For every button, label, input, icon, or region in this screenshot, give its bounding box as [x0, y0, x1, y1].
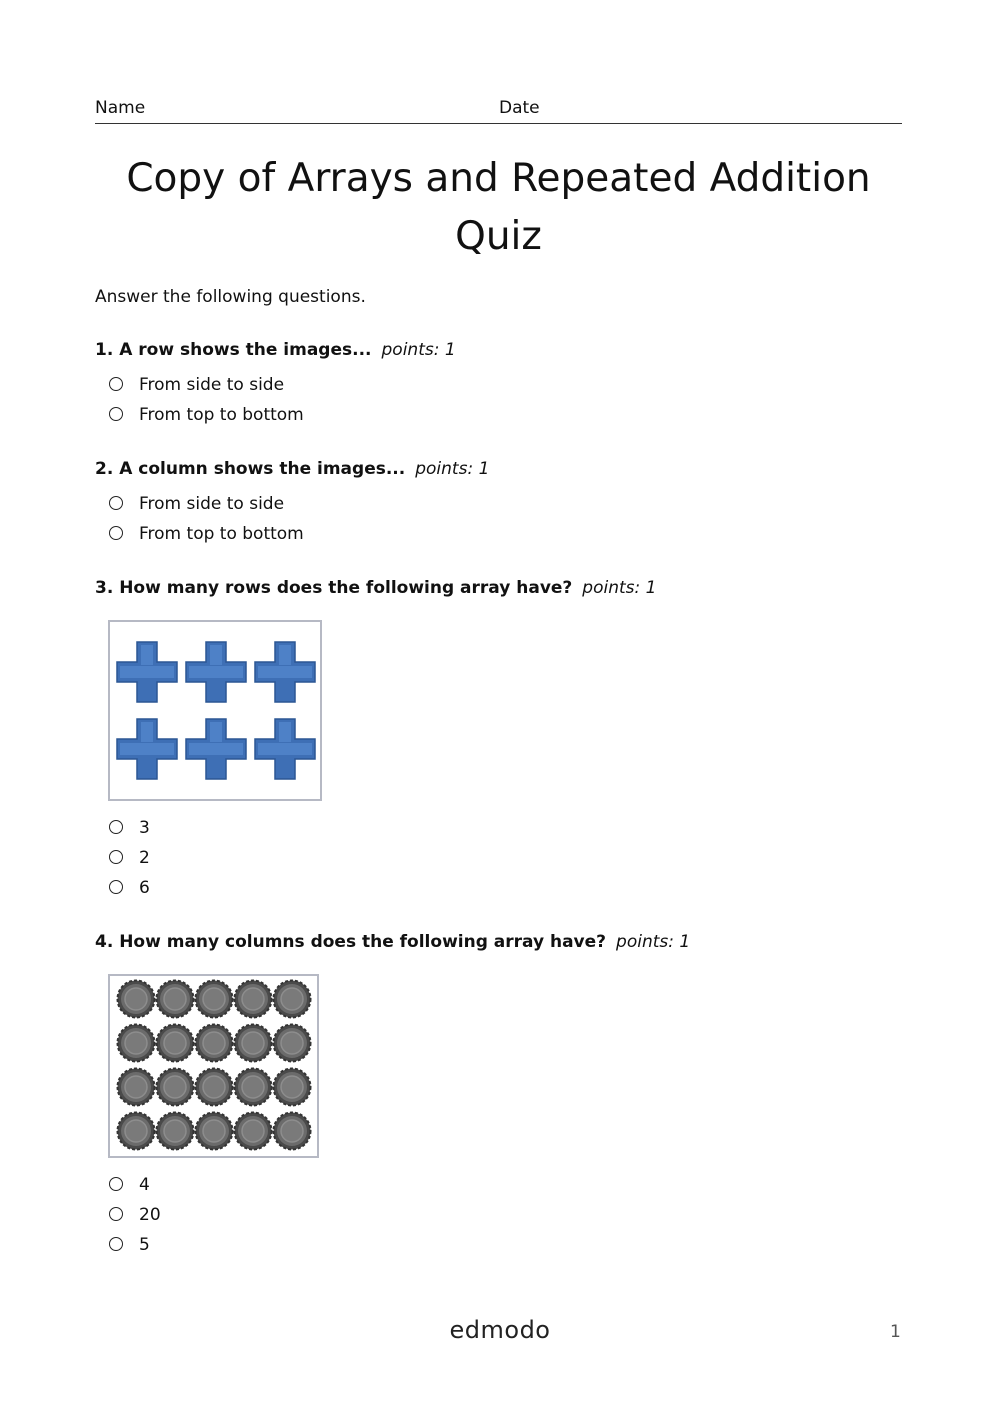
- gear-coin-icon: [157, 1069, 194, 1106]
- gear-coin-icon: [118, 1069, 155, 1106]
- radio-button-icon[interactable]: [109, 407, 123, 421]
- gear-coin-icon: [235, 1113, 272, 1150]
- radio-button-icon[interactable]: [109, 496, 123, 510]
- option-label: From side to side: [139, 494, 285, 514]
- coin-array-graphic: [110, 976, 317, 1156]
- question-3-option-1[interactable]: [95, 813, 902, 843]
- question-3: [95, 576, 902, 903]
- gear-coin-icon: [118, 1113, 155, 1150]
- gear-coin-icon: [196, 1113, 233, 1150]
- plus-icon: [255, 719, 315, 779]
- radio-button-icon[interactable]: [109, 880, 123, 894]
- question-3-title: 3. How many rows does the following array have?: [95, 578, 573, 598]
- page-title: Copy of Arrays and Repeated Addition Quiz: [126, 156, 871, 259]
- gear-coin-icon: [274, 1025, 311, 1062]
- question-2: [95, 457, 902, 549]
- gear-coin-icon: [235, 1025, 272, 1062]
- option-label: 4: [139, 1175, 150, 1195]
- gear-coin-icon: [157, 1025, 194, 1062]
- question-4: [95, 930, 902, 1260]
- gear-coin-icon: [274, 1069, 311, 1106]
- option-label: From top to bottom: [139, 524, 304, 544]
- radio-button-icon[interactable]: [109, 526, 123, 540]
- option-label: 2: [139, 848, 150, 868]
- plus-icon: [117, 719, 177, 779]
- question-1-title: 1. A row shows the images...: [95, 340, 372, 360]
- plus-icon: [255, 642, 315, 702]
- gear-coin-icon: [157, 1113, 194, 1150]
- gear-coin-icon: [196, 981, 233, 1018]
- gear-coin-icon: [118, 1025, 155, 1062]
- gear-coin-icon: [274, 1113, 311, 1150]
- question-4-option-1[interactable]: [95, 1170, 902, 1200]
- instructions: Answer the following questions.: [95, 287, 366, 307]
- option-label: 20: [139, 1205, 161, 1225]
- radio-button-icon[interactable]: [109, 1177, 123, 1191]
- question-1-option-1[interactable]: [95, 370, 902, 400]
- radio-button-icon[interactable]: [109, 1207, 123, 1221]
- page-number: 1: [890, 1322, 901, 1342]
- question-1-points: points: 1: [381, 340, 456, 360]
- question-4-points: points: 1: [616, 932, 691, 952]
- gear-coin-icon: [196, 1069, 233, 1106]
- question-4-title: 4. How many columns does the following array have?: [95, 932, 607, 952]
- radio-button-icon[interactable]: [109, 377, 123, 391]
- question-2-option-2[interactable]: [95, 519, 902, 549]
- gear-coin-icon: [274, 981, 311, 1018]
- gear-coin-icon: [157, 981, 194, 1018]
- option-label: 3: [139, 818, 150, 838]
- name-label: Name: [95, 98, 146, 118]
- option-label: From top to bottom: [139, 405, 304, 425]
- edmodo-logo: edmodo: [449, 1316, 551, 1344]
- option-label: 6: [139, 878, 150, 898]
- gear-coin-icon: [235, 981, 272, 1018]
- question-3-option-3[interactable]: [95, 873, 902, 903]
- coin-array-image: [108, 974, 319, 1158]
- gear-coin-icon: [118, 981, 155, 1018]
- question-3-points: points: 1: [582, 578, 657, 598]
- question-1-option-2[interactable]: [95, 400, 902, 430]
- plus-array-graphic: [110, 622, 320, 799]
- plus-icon: [117, 642, 177, 702]
- option-label: From side to side: [139, 375, 285, 395]
- question-2-title: 2. A column shows the images...: [95, 459, 406, 479]
- question-3-option-2[interactable]: [95, 843, 902, 873]
- radio-button-icon[interactable]: [109, 850, 123, 864]
- date-label: Date: [499, 98, 540, 118]
- plus-icon: [186, 642, 246, 702]
- radio-button-icon[interactable]: [109, 820, 123, 834]
- radio-button-icon[interactable]: [109, 1237, 123, 1251]
- plus-array-image: [108, 620, 322, 801]
- plus-icon: [186, 719, 246, 779]
- option-label: 5: [139, 1235, 150, 1255]
- gear-coin-icon: [196, 1025, 233, 1062]
- question-4-option-3[interactable]: [95, 1230, 902, 1260]
- gear-coin-icon: [235, 1069, 272, 1106]
- question-2-option-1[interactable]: [95, 489, 902, 519]
- question-1: [95, 338, 902, 430]
- question-2-points: points: 1: [415, 459, 490, 479]
- name-date-header: [95, 98, 902, 124]
- question-4-option-2[interactable]: [95, 1200, 902, 1230]
